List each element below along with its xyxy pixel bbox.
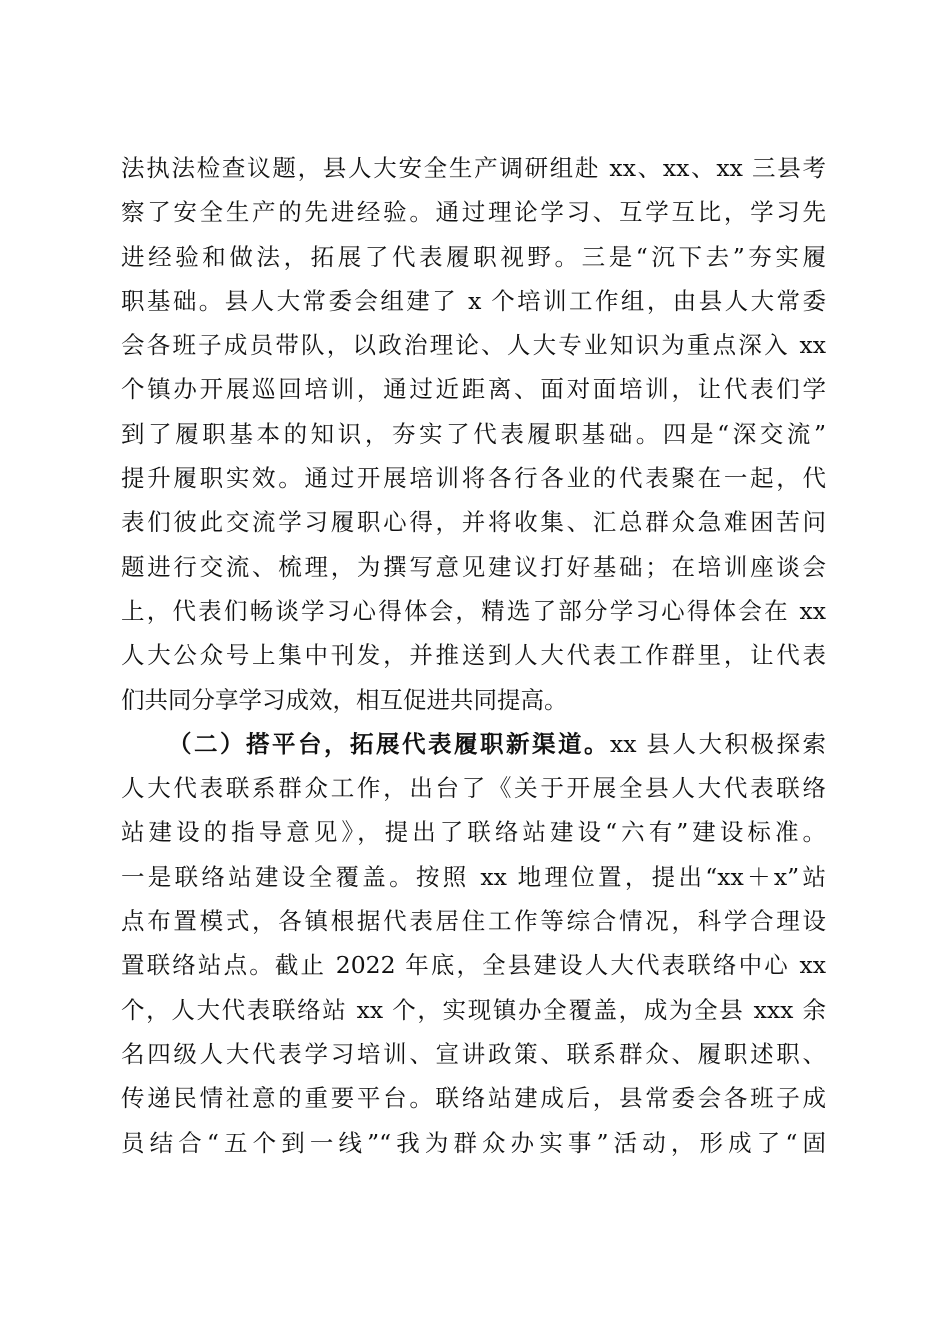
paragraph-2-first-line: [121, 722, 826, 766]
text-line: 人大公众号上集中刊发，并推送到人大代表工作群里，让代表: [121, 641, 826, 670]
text-line: 名四级人大代表学习培训、宣讲政策、联系群众、履职述职、: [121, 1039, 826, 1068]
text-line: 置联络站点。截止 2022 年底，全县建设人大代表联络中心 xx: [121, 951, 826, 980]
text-line: 人大代表联系群众工作，出台了《关于开展全县人大代表联络: [121, 774, 826, 803]
text-line: 个，人大代表联络站 xx 个，实现镇办全覆盖，成为全县 xxx 余: [121, 995, 826, 1024]
paragraph-1: [121, 146, 826, 722]
text-line: 站建设的指导意见》，提出了联络站建设“六有”建设标准。: [121, 818, 826, 847]
text-line: 职基础。县人大常委会组建了 x 个培训工作组，由县人大常委: [121, 286, 826, 315]
section-heading: （二）搭平台，拓展代表履职新渠道。: [168, 729, 611, 758]
heading-line-text: xx 县人大积极探索: [610, 729, 826, 758]
text-line: 员结合“五个到一线”“我为群众办实事”活动，形成了“固: [121, 1128, 826, 1157]
text-line: 上，代表们畅谈学习心得体会，精选了部分学习心得体会在 xx: [121, 596, 826, 625]
text-line: 个镇办开展巡回培训，通过近距离、面对面培训，让代表们学: [121, 375, 826, 404]
text-line: 表们彼此交流学习履职心得，并将收集、汇总群众急难困苦问: [121, 508, 826, 537]
text-line: 一是联络站建设全覆盖。按照 xx 地理位置，提出“xx＋x”站: [121, 862, 826, 891]
text-line: 察了安全生产的先进经验。通过理论学习、互学互比，学习先: [121, 198, 826, 227]
paragraph-2: [121, 722, 826, 1165]
text-line: 提升履职实效。通过开展培训将各行各业的代表聚在一起，代: [121, 464, 826, 493]
text-line: 点布置模式，各镇根据代表居住工作等综合情况，科学合理设: [121, 907, 826, 936]
text-line: 到了履职基本的知识，夯实了代表履职基础。四是“深交流”: [121, 419, 826, 448]
text-line: 题进行交流、梳理，为撰写意见建议打好基础；在培训座谈会: [121, 552, 826, 581]
text-line: 们共同分享学习成效，相互促进共同提高。: [121, 685, 568, 714]
document-body: [121, 146, 826, 1165]
text-line: 法执法检查议题，县人大安全生产调研组赴 xx、xx、xx 三县考: [121, 154, 826, 182]
text-line: 会各班子成员带队，以政治理论、人大专业知识为重点深入 xx: [121, 331, 826, 360]
text-line: 进经验和做法，拓展了代表履职视野。三是“沉下去”夯实履: [121, 242, 826, 271]
text-line: 传递民情社意的重要平台。联络站建成后，县常委会各班子成: [121, 1084, 826, 1113]
